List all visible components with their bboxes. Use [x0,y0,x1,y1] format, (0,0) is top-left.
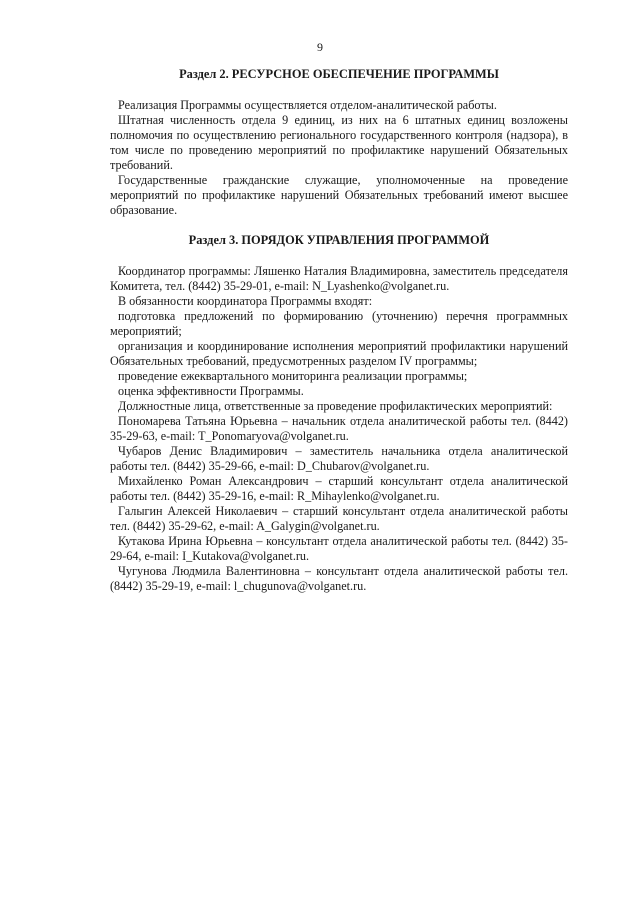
page-content [110,65,568,594]
official-mihaylenko: Михайленко Роман Александрович – старший консультант отдела аналитической работы тел. (8442) 35-29-16, e-mail: R_Mihaylenko@volganet.ru. [110,474,568,503]
section-2-paragraph-3: Государственные гражданские служащие, уполномоченные на проведение мероприятий по профилактике нарушений Обязательных требований имеют высшее образование. [110,173,568,217]
section-2-title: Раздел 2. РЕСУРСНОЕ ОБЕСПЕЧЕНИЕ ПРОГРАММЫ [179,67,499,81]
responsible-intro: Должностные лица, ответственные за проведение профилактических мероприятий: [118,399,553,413]
official-kutakova: Кутакова Ирина Юрьевна – консультант отдела аналитической работы тел. (8442) 35-29-64, e-mail: I_Kutakova@volganet.ru. [110,534,568,563]
duty-item-1: подготовка предложений по формированию (уточнению) перечня программных мероприятий; [110,309,568,338]
duty-item-4: оценка эффективности Программы. [118,384,304,398]
official-ponomareva: Пономарева Татьяна Юрьевна – начальник отдела аналитической работы тел. (8442) 35-29-63, e-mail: T_Ponomaryova@volganet.ru. [110,414,568,443]
section-3-title: Раздел 3. ПОРЯДОК УПРАВЛЕНИЯ ПРОГРАММОЙ [188,233,490,247]
page-number: 9 [317,40,323,54]
coordinator-paragraph: Координатор программы: Ляшенко Наталия Владимировна, заместитель председателя Комитета, тел. (8442) 35-29-01, e-mail: N_Lyashenko@volganet.ru. [110,264,568,293]
duties-intro: В обязанности координатора Программы входят: [118,294,373,308]
official-chugunova: Чугунова Людмила Валентиновна – консультант отдела аналитической работы тел. (8442) 35-29-19, e-mail: l_chugunova@volganet.ru. [110,564,568,593]
official-chubarov: Чубаров Денис Владимирович – заместитель начальника отдела аналитической работы тел. (8442) 35-29-66, e-mail: D_Chubarov@volganet.ru. [110,444,568,473]
section-2-paragraph-2: Штатная численность отдела 9 единиц, из них на 6 штатных единиц возложены полномочия по осуществлению регионального государственного контроля (надзора), в том числе по проведению мероприятий по профилактике нарушений Обязательных требований. [110,113,568,172]
section-2-paragraph-1: Реализация Программы осуществляется отделом-аналитической работы. [118,98,497,112]
duty-item-3: проведение ежеквартального мониторинга реализации программы; [118,369,468,383]
official-galygin: Галыгин Алексей Николаевич – старший консультант отдела аналитической работы тел. (8442) 35-29-62, e-mail: A_Galygin@volganet.ru. [110,504,568,533]
duty-item-2: организация и координирование исполнения мероприятий профилактики нарушений Обязательных требований, предусмотренных разделом IV программы; [110,339,568,368]
